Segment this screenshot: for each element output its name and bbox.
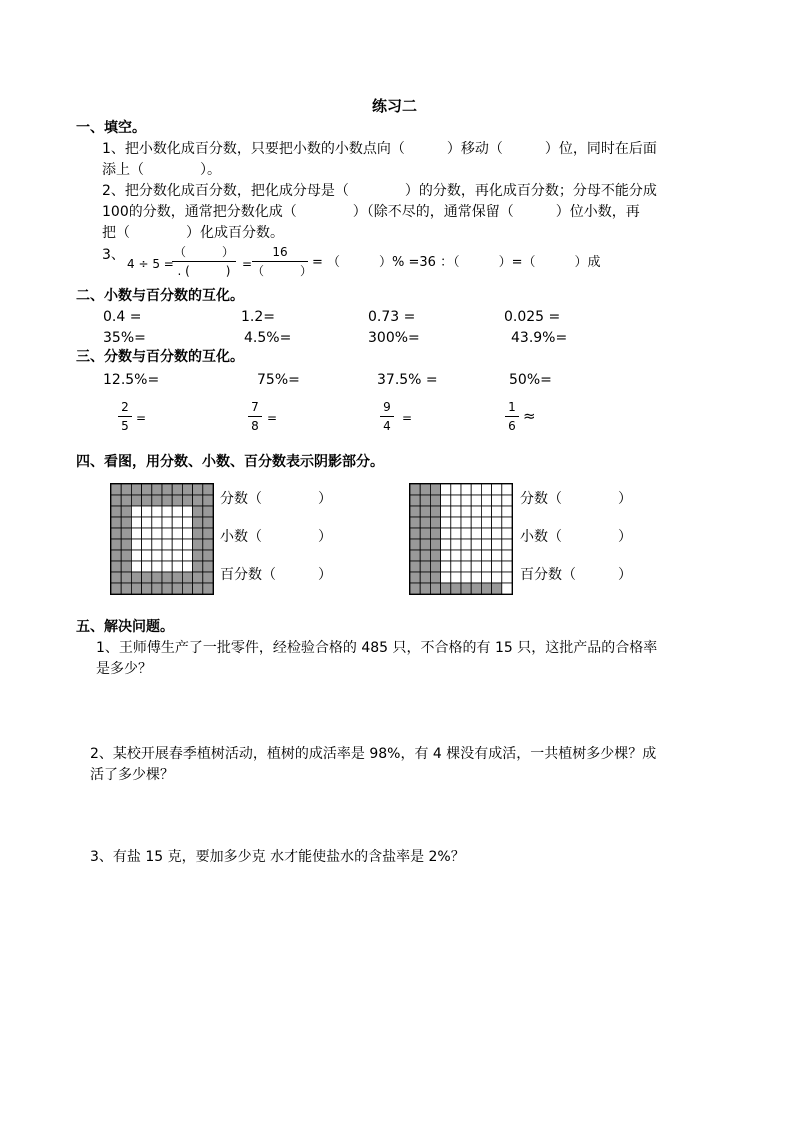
left-grid-shaded-cell [203,539,213,550]
problem-1-line1: 1、王师傅生产了一批零件，经检验合格的 485 只，不合格的有 15 只，这批产品的合格率 [96,640,658,656]
fraction-bar [380,416,394,417]
left-grid-cell [142,539,152,550]
right-grid-cell [441,550,451,561]
left-grid-cell [162,539,172,550]
right-grid-cell [471,550,481,561]
left-grid-cell [182,550,192,561]
left-grid-cell [131,561,141,572]
right-grid-shaded-cell [410,583,420,594]
right-grid-shaded-cell [410,506,420,517]
right-grid-cell [451,517,461,528]
left-grid-shaded-cell [193,528,203,539]
q3-equals: = [242,257,253,271]
right-grid-cell [471,561,481,572]
right-grid-shaded-cell [430,550,440,561]
left-grid-shaded-cell [172,484,182,495]
problem-2-line1: 2、某校开展春季植树活动，植树的成活率是 98%，有 4 棵没有成活，一共植树多少棵？成 [90,746,657,762]
left-grid-cell [142,561,152,572]
right-grid-cell [502,528,512,539]
left-grid-shaded-cell [193,484,203,495]
q3-fraction-1 [172,245,236,278]
q2-line3: 把（ ）化成百分数。 [102,225,284,241]
left-grid-shaded-cell [182,484,192,495]
left-grid-cell [162,517,172,528]
problem-1-line2: 是多少？ [96,661,152,677]
fraction-numerator: 9 [383,400,391,414]
right-grid-shaded-cell [430,539,440,550]
right-grid-cell [492,484,502,495]
right-grid-cell [451,572,461,583]
left-grid-shaded-cell [203,495,213,506]
left-grid-cell [172,528,182,539]
right-grid-shaded-cell [420,561,430,572]
left-grid-shaded-cell [121,484,131,495]
right-grid-cell [461,484,471,495]
right-grid-cell [502,550,512,561]
q3-expression: 4 ÷ 5 = [127,257,174,271]
right-grid-shaded-cell [430,484,440,495]
q3-fraction-2 [252,245,313,278]
left-grid-shaded-cell [203,517,213,528]
right-grid-shaded-cell [430,517,440,528]
left-grid-shaded-cell [121,528,131,539]
q2-line2: 100的分数，通常把分数化成（ ）（除不尽的，通常保留（ ）位小数，再 [102,204,640,220]
right-grid-shaded-cell [471,583,481,594]
left-grid-shaded-cell [193,561,203,572]
left-grid-cell [182,528,192,539]
left-grid-shaded-cell [131,484,141,495]
left-grid-shaded-cell [182,583,192,594]
left-grid-shaded-cell [111,484,121,495]
left-grid-shaded-cell [142,572,152,583]
right-grid-cell [441,528,451,539]
left-grid-shaded-cell [162,572,172,583]
left-grid-cell [172,539,182,550]
section-3-heading: 三、分数与百分数的互化。 [76,349,244,365]
s2-item: 35%= [103,330,146,346]
right-grid-cell [481,561,491,572]
right-grid-cell [441,539,451,550]
s2-item: 0.73 = [368,309,416,325]
fraction-bar [172,261,236,262]
right-grid-cell [492,550,502,561]
fraction-denominator: 4 [383,419,391,433]
right-grid-cell [502,583,512,594]
right-grid-shaded-cell [441,583,451,594]
left-grid-shaded-cell [203,484,213,495]
right-grid-cell [441,517,451,528]
right-grid-cell [461,495,471,506]
fraction-numerator: 1 [508,400,516,414]
right-grid-cell [461,550,471,561]
left-grid-shaded-cell [193,517,203,528]
right-grid-drawing [410,484,512,594]
right-grid-cell [471,484,481,495]
left-grid-shaded-cell [111,539,121,550]
left-grid-cell [182,506,192,517]
s3-item: 12.5%= [103,372,160,388]
right-grid-shaded-cell [420,484,430,495]
right-grid-cell [481,528,491,539]
left-grid-cell [131,528,141,539]
left-grid-cell [152,528,162,539]
left-grid-shaded-cell [111,561,121,572]
fraction-denominator: 8 [251,419,259,433]
left-grid-cell [131,517,141,528]
right-grid-shaded-cell [410,561,420,572]
left-percent-answer: 百分数（ ） [220,567,332,583]
left-grid-shaded-cell [193,572,203,583]
left-hundred-grid [110,483,214,595]
right-grid-shaded-cell [410,572,420,583]
left-grid-cell [152,517,162,528]
left-grid-cell [162,506,172,517]
right-grid-shaded-cell [410,484,420,495]
s2-item: 1.2= [241,309,275,325]
left-grid-shaded-cell [111,572,121,583]
left-grid-shaded-cell [121,550,131,561]
right-percent-answer: 百分数（ ） [520,567,632,583]
right-grid-cell [502,572,512,583]
right-grid-shaded-cell [430,572,440,583]
left-grid-shaded-cell [152,572,162,583]
right-grid-shaded-cell [430,561,440,572]
right-grid-cell [492,539,502,550]
right-grid-shaded-cell [410,539,420,550]
left-grid-shaded-cell [111,517,121,528]
left-grid-cell [152,550,162,561]
right-grid-cell [481,484,491,495]
left-grid-cell [162,561,172,572]
fraction-numerator: 7 [251,400,259,414]
section-2-heading: 二、小数与百分数的互化。 [76,288,244,304]
right-grid-cell [502,506,512,517]
left-grid-shaded-cell [172,572,182,583]
right-grid-shaded-cell [492,583,502,594]
right-grid-cell [461,506,471,517]
left-grid-cell [131,539,141,550]
q3-tail: = （ ）% =36 ：（ ）=（ ）成 [312,255,601,270]
right-grid-shaded-cell [410,517,420,528]
left-grid-shaded-cell [203,528,213,539]
right-grid-cell [441,572,451,583]
right-grid-cell [461,572,471,583]
left-grid-shaded-cell [203,550,213,561]
right-grid-shaded-cell [430,495,440,506]
left-grid-shaded-cell [162,484,172,495]
right-grid-cell [461,517,471,528]
right-grid-cell [471,517,481,528]
left-grid-shaded-cell [152,495,162,506]
fraction-bar [252,261,308,262]
left-grid-cell [172,517,182,528]
right-grid-cell [471,572,481,583]
right-grid-cell [481,517,491,528]
section-4-heading: 四、看图，用分数、小数、百分数表示阴影部分。 [76,454,384,470]
q3-fraction-1-denominator: . ( ) [177,264,231,278]
left-grid-shaded-cell [193,550,203,561]
left-grid-shaded-cell [121,495,131,506]
left-decimal-answer: 小数（ ） [220,529,332,545]
left-grid-cell [162,550,172,561]
right-grid-cell [441,495,451,506]
left-grid-cell [172,506,182,517]
left-grid-cell [142,550,152,561]
q3-fraction-1-numerator: （ ） [173,245,234,259]
right-grid-shaded-cell [420,583,430,594]
left-grid-cell [142,506,152,517]
right-grid-cell [461,528,471,539]
right-grid-cell [502,495,512,506]
right-grid-cell [502,484,512,495]
right-grid-shaded-cell [410,495,420,506]
right-grid-shaded-cell [420,495,430,506]
right-grid-cell [492,561,502,572]
fraction-denominator: 6 [508,419,516,433]
right-grid-cell [502,517,512,528]
right-grid-cell [471,495,481,506]
s2-item: 300%= [368,330,420,346]
right-grid-shaded-cell [430,506,440,517]
fraction-bar [505,416,519,417]
left-grid-cell [152,561,162,572]
right-grid-shaded-cell [451,583,461,594]
left-grid-shaded-cell [182,495,192,506]
left-grid-cell [172,550,182,561]
right-grid-cell [492,506,502,517]
right-grid-cell [451,528,461,539]
fraction-numerator: 2 [121,400,129,414]
right-grid-cell [481,506,491,517]
left-grid-shaded-cell [152,583,162,594]
fraction-bar [118,416,132,417]
page-title: 练习二 [372,97,418,115]
left-grid-shaded-cell [111,506,121,517]
left-grid-cell [142,517,152,528]
s3-fraction-4 [505,400,519,433]
left-grid-cell [152,539,162,550]
left-grid-shaded-cell [121,506,131,517]
left-grid-shaded-cell [142,495,152,506]
right-grid-cell [461,539,471,550]
left-grid-cell [131,550,141,561]
left-grid-shaded-cell [172,495,182,506]
left-grid-cell [182,561,192,572]
right-grid-cell [451,506,461,517]
problem-3: 3、有盐 15 克，要加多少克 水才能使盐水的含盐率是 2%？ [90,849,465,865]
right-grid-shaded-cell [430,583,440,594]
left-grid-shaded-cell [162,583,172,594]
right-grid-cell [451,495,461,506]
left-grid-shaded-cell [162,495,172,506]
right-grid-cell [492,517,502,528]
left-grid-shaded-cell [193,539,203,550]
left-grid-cell [162,528,172,539]
right-grid-cell [492,495,502,506]
section-1-heading: 一、填空。 [76,120,146,136]
q3-fraction-2-denominator: （ ） [252,264,313,278]
left-fraction-answer: 分数（ ） [220,491,332,507]
right-grid-cell [471,506,481,517]
right-grid-shaded-cell [410,550,420,561]
right-grid-cell [441,484,451,495]
left-grid-shaded-cell [193,506,203,517]
left-grid-shaded-cell [142,484,152,495]
left-grid-shaded-cell [111,528,121,539]
q1-line2: 添上（ ）。 [102,162,221,178]
left-grid-shaded-cell [111,495,121,506]
right-grid-shaded-cell [481,583,491,594]
left-grid-shaded-cell [203,583,213,594]
s3-fraction-2-suffix: = [267,411,278,425]
right-grid-shaded-cell [420,506,430,517]
s3-item: 75%= [257,372,300,388]
s3-item: 50%= [509,372,552,388]
s2-item: 0.025 = [504,309,561,325]
left-grid-shaded-cell [203,572,213,583]
right-grid-shaded-cell [461,583,471,594]
left-grid-shaded-cell [121,539,131,550]
right-grid-cell [481,495,491,506]
right-grid-cell [451,550,461,561]
left-grid-cell [182,539,192,550]
q1-line1: 1、把小数化成百分数，只要把小数的小数点向（ ）移动（ ）位，同时在后面 [102,141,657,157]
left-grid-shaded-cell [121,572,131,583]
left-grid-shaded-cell [203,506,213,517]
s3-fraction-2 [248,400,262,433]
right-grid-shaded-cell [420,550,430,561]
right-grid-cell [461,561,471,572]
right-grid-cell [471,539,481,550]
left-grid-cell [152,506,162,517]
left-grid-drawing [111,484,213,594]
left-grid-shaded-cell [182,572,192,583]
s3-fraction-3 [380,400,394,433]
q3-fraction-2-numerator: 16 [272,245,288,259]
q3-number: 3、 [102,247,125,263]
left-grid-shaded-cell [172,583,182,594]
section-5-heading: 五、解决问题。 [76,619,174,635]
left-grid-shaded-cell [131,583,141,594]
right-grid-cell [441,561,451,572]
fraction-denominator: 5 [121,419,129,433]
right-grid-cell [481,539,491,550]
fraction-bar [248,416,262,417]
s2-item: 0.4 = [103,309,142,325]
right-grid-cell [451,539,461,550]
right-grid-cell [471,528,481,539]
s3-fraction-1 [118,400,132,433]
right-grid-cell [441,506,451,517]
left-grid-shaded-cell [193,495,203,506]
left-grid-shaded-cell [203,561,213,572]
s3-item: 37.5% = [377,372,438,388]
right-grid-shaded-cell [420,572,430,583]
left-grid-shaded-cell [131,495,141,506]
right-grid-shaded-cell [420,517,430,528]
s2-item: 43.9%= [511,330,568,346]
left-grid-shaded-cell [142,583,152,594]
left-grid-shaded-cell [193,583,203,594]
left-grid-shaded-cell [111,583,121,594]
left-grid-cell [172,561,182,572]
left-grid-shaded-cell [121,583,131,594]
left-grid-cell [142,528,152,539]
right-grid-cell [481,572,491,583]
left-grid-shaded-cell [111,550,121,561]
right-grid-cell [451,484,461,495]
right-hundred-grid [409,483,513,595]
right-grid-cell [502,539,512,550]
right-grid-cell [451,561,461,572]
s3-fraction-4-suffix: ≈ [523,407,536,425]
right-grid-shaded-cell [420,528,430,539]
left-grid-shaded-cell [121,517,131,528]
s3-fraction-1-suffix: = [136,411,147,425]
right-fraction-answer: 分数（ ） [520,491,632,507]
right-grid-cell [492,528,502,539]
right-grid-cell [481,550,491,561]
s2-item: 4.5%= [244,330,292,346]
right-grid-cell [502,561,512,572]
right-decimal-answer: 小数（ ） [520,529,632,545]
s3-fraction-3-suffix: = [402,411,413,425]
right-grid-cell [492,572,502,583]
q2-line1: 2、把分数化成百分数，把化成分母是（ ）的分数，再化成百分数；分母不能分成 [102,183,657,199]
right-grid-shaded-cell [410,528,420,539]
left-grid-cell [131,506,141,517]
problem-2-line2: 活了多少棵？ [90,767,174,783]
left-grid-cell [182,517,192,528]
left-grid-shaded-cell [152,484,162,495]
right-grid-shaded-cell [430,528,440,539]
left-grid-shaded-cell [131,572,141,583]
left-grid-shaded-cell [121,561,131,572]
right-grid-shaded-cell [420,539,430,550]
